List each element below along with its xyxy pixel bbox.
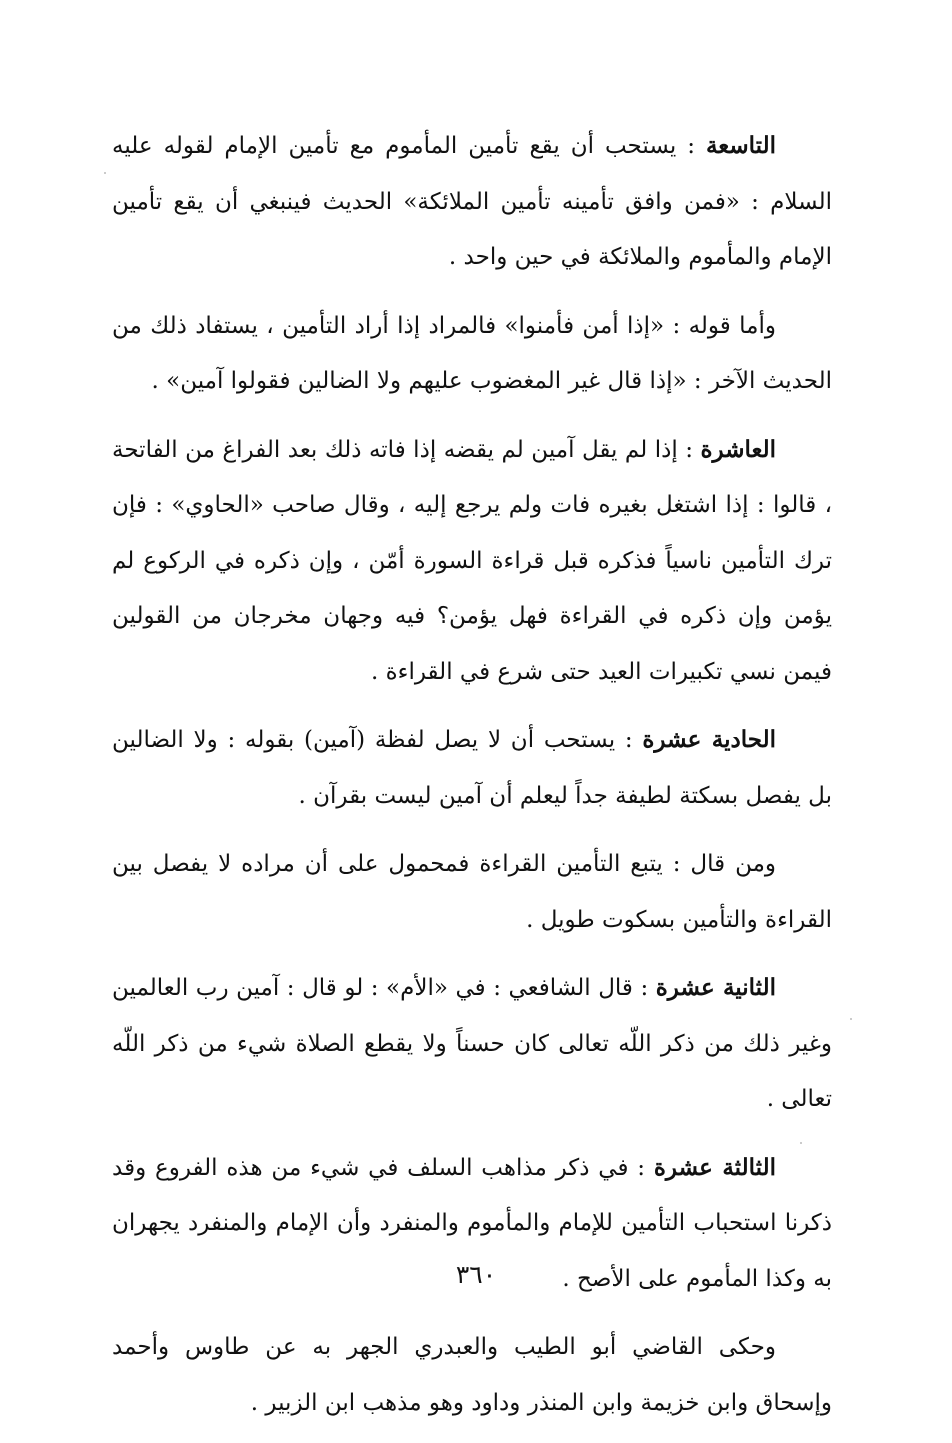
scan-speck xyxy=(800,1142,802,1144)
paragraph-thirteenth-note xyxy=(112,1319,832,1431)
paragraph-tenth xyxy=(112,422,832,701)
paragraph-eleventh-note xyxy=(112,836,832,948)
paragraph-text: : إذا لم يقل آمين لم يقضه إذا فاته ذلك بعد الفراغ من الفاتحة ، قالوا : إذا اشتغل بغيره فات ولم يرجع إليه ، وقال صاحب «الحاوي» : فإن ترك التأمين ناسياً فذكره قبل قراءة السورة أمّن ، وإن ذكره في الركوع لم يؤمن وإن ذكره في القراءة فهل يؤمن؟ فيه وجهان مخرجان من القولين فيمن نسي تكبيرات العيد حتى شرع في القراءة . xyxy=(112,436,832,685)
paragraph-heading: الحادية عشرة xyxy=(642,726,777,753)
page-number: ٣٦٠ xyxy=(455,1260,497,1289)
scan-speck xyxy=(850,1018,852,1020)
paragraph-heading: العاشرة xyxy=(700,435,776,463)
paragraph-text: وحكى القاضي أبو الطيب والعبدري الجهر به عن طاوس وأحمد وإسحاق وابن خزيمة وابن المنذر وداود وهو مذهب ابن الزبير . xyxy=(112,1334,832,1416)
paragraph-text: : قال الشافعي : في «الأم» : لو قال : آمين رب العالمين وغير ذلك من ذكر اللّه تعالى كان حسناً ولا يقطع الصلاة شيء من ذكر اللّه تعالى . xyxy=(112,975,832,1112)
paragraph-eleventh xyxy=(112,712,832,824)
paragraph-ninth xyxy=(112,118,832,286)
body-text xyxy=(112,118,832,1443)
scan-speck xyxy=(104,172,106,174)
paragraph-text: : يستحب أن لا يصل لفظة (آمين) بقوله : ولا الضالين بل يفصل بسكتة لطيفة جداً ليعلم أن آمين ليست بقرآن . xyxy=(112,727,832,809)
paragraph-text: : في ذكر مذاهب السلف في شيء من هذه الفروع وقد ذكرنا استحباب التأمين للإمام والمأموم والمنفرد وأن الإمام والمنفرد يجهران به وكذا المأموم على الأصح . xyxy=(112,1154,832,1292)
paragraph-amin-hadith xyxy=(112,298,832,410)
paragraph-text: ومن قال : يتبع التأمين القراءة فمحمول على أن مراده لا يفصل بين القراءة والتأمين بسكوت طويل . xyxy=(112,851,832,933)
paragraph-twelfth xyxy=(112,960,832,1128)
paragraph-heading: التاسعة xyxy=(705,132,776,159)
paragraph-heading: الثانية عشرة xyxy=(655,974,776,1001)
paragraph-text: : يستحب أن يقع تأمين المأموم مع تأمين الإمام لقوله عليه السلام : «فمن وافق تأمينه تأمين الملائكة» الحديث فينبغي أن يقع تأمين الإمام والمأموم والملائكة في حين واحد . xyxy=(112,133,832,270)
paragraph-text: وأما قوله : «إذا أمن فأمنوا» فالمراد إذا أراد التأمين ، يستفاد ذلك من الحديث الآخر : «إذا قال غير المغضوب عليهم ولا الضالين فقولوا آمين» . xyxy=(112,312,832,394)
paragraph-heading: الثالثة عشرة xyxy=(653,1153,776,1181)
